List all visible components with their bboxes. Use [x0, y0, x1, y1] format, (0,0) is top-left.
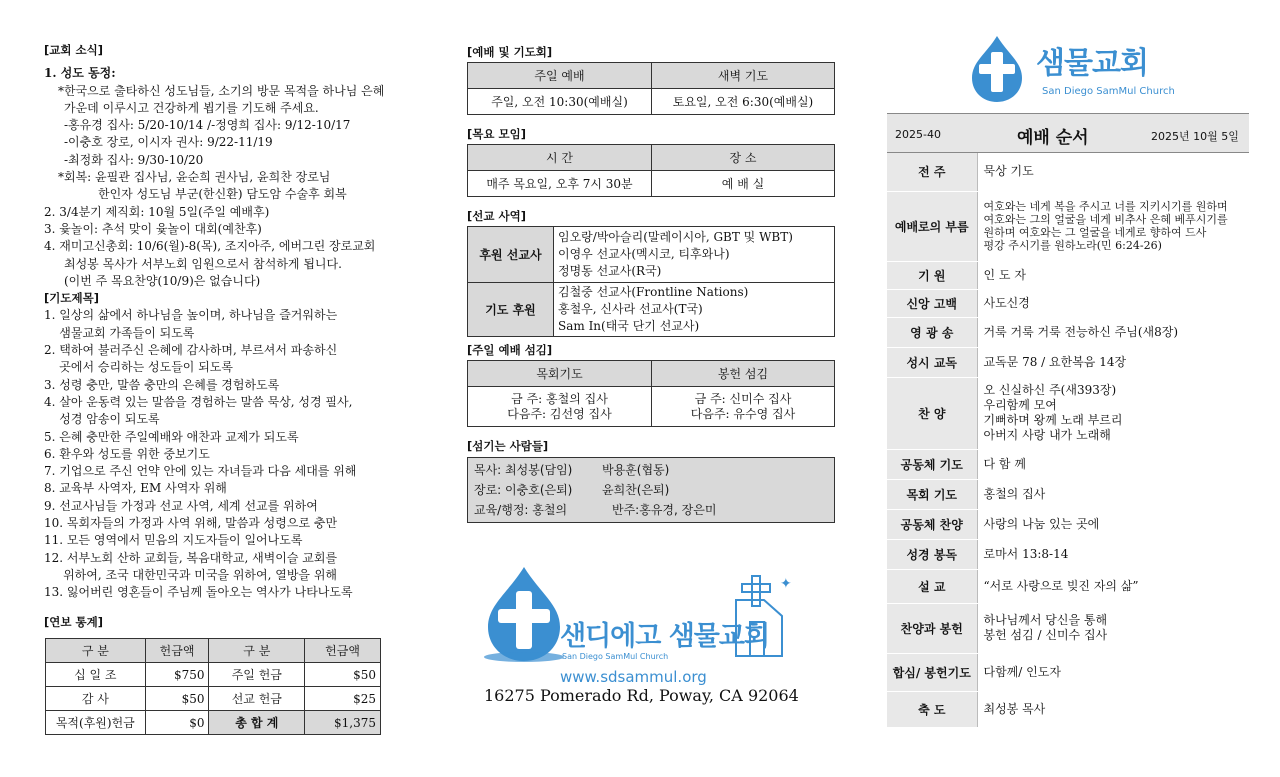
order-label: 목회 기도 — [887, 479, 977, 509]
stats-header: 구 분 — [209, 639, 305, 663]
left-column — [44, 42, 414, 602]
service-duty-table — [467, 360, 835, 427]
mission-label: 기도 후원 — [468, 283, 554, 337]
news-line: (이번 주 목요찬양(10/9)은 없습니다) — [64, 273, 261, 288]
duty-cell — [468, 387, 652, 427]
news-line: *한국으로 출타하신 성도님들, 소기의 방문 목적을 하나님 은혜 — [58, 83, 385, 98]
order-value: 로마서 13:8-14 — [977, 539, 1249, 569]
order-row — [887, 261, 1249, 289]
order-value: 다함께/ 인도자 — [977, 653, 1249, 691]
duty-header: 목회기도 — [468, 361, 652, 387]
servant-name: 반주:홍유경, 장은미 — [612, 503, 717, 517]
prayer-line: 8. 교육부 사역자, EM 사역자 위해 — [44, 481, 227, 496]
prayer-line: 7. 기업으로 주신 언약 안에 있는 자녀들과 다음 세대를 위해 — [44, 464, 357, 479]
thursday-header: 시 간 — [468, 145, 652, 171]
mission-item: 임오랑/박아슬리(말레이시아, GBT 및 WBT) — [558, 230, 793, 244]
thursday-table — [467, 144, 835, 197]
order-row — [887, 653, 1249, 691]
order-title: 예배 순서 — [1017, 128, 1089, 148]
worship-table — [467, 62, 835, 115]
worship-order-table — [887, 153, 1249, 728]
prayer-line: 13. 잃어버린 영혼들이 주님께 돌아오는 역사가 나타나도록 — [44, 585, 353, 600]
stats-cell: $0 — [145, 711, 209, 735]
stats-total-value: $1,375 — [305, 711, 381, 735]
order-row — [887, 569, 1249, 603]
prayer-line: 샘물교회 가족들이 되도록 — [44, 325, 195, 340]
prayer-line: 3. 성령 충만, 말씀 충만의 은혜를 경험하도록 — [44, 377, 280, 392]
order-row — [887, 479, 1249, 509]
order-label: 기 원 — [887, 261, 977, 289]
prayer-line: 9. 선교사님들 가정과 선교 사역, 세계 선교를 위하여 — [44, 498, 318, 513]
servants-row — [474, 480, 828, 500]
footer-logo-sub: San Diego SamMul Church — [562, 652, 669, 661]
stats-cell: $50 — [145, 687, 209, 711]
order-label: 찬양과 봉헌 — [887, 603, 977, 653]
order-label: 성시 교독 — [887, 347, 977, 377]
prayer-line: 6. 환우와 성도를 위한 중보기도 — [44, 446, 210, 461]
website-link[interactable]: www.sdsammul.org — [560, 668, 707, 686]
news-line: 한인자 성도님 부군(한신환) 담도암 수술후 회복 — [98, 187, 347, 202]
servant-name: 교육/행정: 홍철의 — [474, 503, 568, 517]
thursday-cell: 예 배 실 — [652, 171, 835, 197]
order-label: 공동체 기도 — [887, 449, 977, 479]
order-value: 인 도 자 — [977, 261, 1249, 289]
order-row — [887, 347, 1249, 377]
mission-items — [554, 283, 835, 337]
order-label: 공동체 찬양 — [887, 509, 977, 539]
servants-box — [467, 457, 835, 523]
stats-cell: $750 — [145, 663, 209, 687]
order-label: 성경 봉독 — [887, 539, 977, 569]
stats-header: 헌금액 — [145, 639, 209, 663]
news-line: -홍유경 집사: 5/20-10/14 /-정영희 집사: 9/12-10/17 — [64, 118, 351, 133]
header-logo-sub: San Diego SamMul Church — [1042, 86, 1175, 97]
duty-line: 다음주: 김선영 집사 — [507, 406, 612, 421]
order-row — [887, 603, 1249, 653]
servant-name: 윤희찬(은퇴) — [602, 483, 670, 497]
header-logo-text: 샘물교회 — [1036, 46, 1148, 81]
prayer-line: 5. 은혜 충만한 주일예배와 애찬과 교제가 되도록 — [44, 429, 299, 444]
servant-name: 박용훈(협동) — [602, 463, 670, 477]
mission-table — [467, 226, 835, 337]
stats-cell: 목적(후원)헌금 — [46, 711, 146, 735]
mission-item: 이영우 선교사(멕시코, 티후와나) — [558, 247, 730, 261]
mission-label: 후원 선교사 — [468, 227, 554, 283]
stats-cell: 십 일 조 — [46, 663, 146, 687]
mission-title: [선교 사역] — [467, 209, 526, 223]
mission-items — [554, 227, 835, 283]
servants-row — [474, 500, 828, 520]
stats-cell: 선교 헌금 — [209, 687, 305, 711]
order-row — [887, 509, 1249, 539]
prayer-line: 성경 암송이 되도록 — [44, 412, 160, 427]
duty-header: 봉헌 섬김 — [652, 361, 835, 387]
order-row — [887, 289, 1249, 317]
worship-title: [예배 및 기도회] — [467, 45, 553, 59]
stats-total-label: 총 합 계 — [209, 711, 305, 735]
worship-cell: 토요일, 오전 6:30(예배실) — [652, 89, 835, 115]
order-value: 오 신실하신 주(새393장) 우리함께 모여 기뻐하며 왕께 노래 부르리 아버지 사랑 내가 노래해 — [977, 377, 1249, 449]
news-line: 3. 윷놀이: 추석 맞이 윷놀이 대회(예찬후) — [44, 221, 262, 236]
news-line: 2. 3/4분기 제직회: 10월 5일(주일 예배후) — [44, 204, 270, 219]
order-label: 예배로의 부름 — [887, 191, 977, 261]
order-row — [887, 539, 1249, 569]
duty-cell — [652, 387, 835, 427]
order-value: 사랑의 나눔 있는 곳에 — [977, 509, 1249, 539]
news-line: 가운데 이루시고 건강하게 뵙기를 기도해 주세요. — [64, 100, 319, 115]
news-list — [44, 65, 414, 290]
order-value: 하나님께서 당신을 통해 봉헌 섬김 / 신미수 집사 — [977, 603, 1249, 653]
stats-header: 헌금액 — [305, 639, 381, 663]
servants-title: [섬기는 사람들] — [467, 439, 549, 453]
duty-line: 금 주: 홍철의 집사 — [511, 391, 608, 406]
footer-logo-text: 샌디에고 샘물교회 — [560, 621, 770, 652]
order-row — [887, 153, 1249, 191]
order-value: 최성봉 목사 — [977, 691, 1249, 727]
duty-line: 금 주: 신미수 집사 — [694, 391, 792, 406]
news-line: *회복: 윤필관 집사님, 윤순희 권사님, 윤희찬 장로님 — [58, 170, 331, 185]
worship-cell: 주일, 오전 10:30(예배실) — [468, 89, 652, 115]
prayer-line: 2. 택하여 불러주신 은혜에 감사하며, 부르셔서 파송하신 — [44, 343, 338, 358]
mission-item: 정명동 선교사(R국) — [558, 264, 662, 278]
order-label: 축 도 — [887, 691, 977, 727]
news-title: [교회 소식] — [44, 43, 103, 57]
order-row — [887, 317, 1249, 347]
mission-item: 김철중 선교사(Frontline Nations) — [558, 285, 749, 299]
stats-header: 구 분 — [46, 639, 146, 663]
thursday-cell: 매주 목요일, 오후 7시 30분 — [468, 171, 652, 197]
prayer-line: 곳에서 승리하는 성도들이 되도록 — [44, 360, 233, 375]
order-header — [887, 113, 1249, 153]
order-label: 전 주 — [887, 153, 977, 191]
service-duty-title: [주일 예배 섬김] — [467, 343, 553, 357]
stats-cell: 감 사 — [46, 687, 146, 711]
news-line: -이충호 장로, 이시자 권사: 9/22-11/19 — [64, 135, 273, 150]
worship-header: 새벽 기도 — [652, 63, 835, 89]
order-row — [887, 377, 1249, 449]
issue-number: 2025-40 — [895, 128, 941, 141]
order-label: 합심/ 봉헌기도 — [887, 653, 977, 691]
order-label: 신앙 고백 — [887, 289, 977, 317]
church-logo-icon — [478, 565, 570, 665]
offering-stats-table — [45, 638, 381, 735]
servant-name: 장로: 이충호(은퇴) — [474, 483, 573, 497]
church-address: 16275 Pomerado Rd, Poway, CA 92064 — [484, 686, 799, 705]
news-line: 최성봉 목사가 서부노회 임원으로서 참석하게 됩니다. — [64, 256, 342, 271]
order-row — [887, 449, 1249, 479]
news-line: 4. 재미고신총회: 10/6(월)-8(목), 조지아주, 에버그린 장로교회 — [44, 239, 376, 254]
order-value: 여호와는 네게 복을 주시고 너를 지키시기를 원하며 여호와는 그의 얼굴을 네게 비추사 은혜 베푸시기를 원하며 여호와는 그 얼굴을 네게로 향하여 드사 평강 주시기를 원하노라(민 6:24-26) — [977, 191, 1249, 261]
header-logo-icon — [966, 34, 1028, 104]
svg-text:✦: ✦ — [780, 576, 792, 592]
prayer-line: 12. 서부노회 산하 교회들, 복음대학교, 새벽이슬 교회를 — [44, 550, 338, 565]
order-label: 설 교 — [887, 569, 977, 603]
order-label: 찬 양 — [887, 377, 977, 449]
news-line: 1. 성도 동정: — [44, 66, 116, 81]
stats-cell: $25 — [305, 687, 381, 711]
order-value: 다 함 께 — [977, 449, 1249, 479]
stats-cell: $50 — [305, 663, 381, 687]
order-value: 교독문 78 / 요한복음 14장 — [977, 347, 1249, 377]
order-value: 거룩 거룩 거룩 전능하신 주님(새8장) — [977, 317, 1249, 347]
prayer-list — [44, 307, 414, 601]
order-value: 홍철의 집사 — [977, 479, 1249, 509]
thursday-header: 장 소 — [652, 145, 835, 171]
stats-title: [연보 통계] — [44, 615, 103, 629]
prayer-line: 1. 일상의 삶에서 하나님을 높이며, 하나님을 즐거워하는 — [44, 308, 338, 323]
order-value: 묵상 기도 — [977, 153, 1249, 191]
order-row — [887, 691, 1249, 727]
news-line: -최정화 집사: 9/30-10/20 — [64, 152, 204, 167]
stats-cell: 주일 헌금 — [209, 663, 305, 687]
prayer-line: 4. 살아 운동력 있는 말씀을 경험하는 말씀 묵상, 성경 필사, — [44, 394, 353, 409]
prayer-line: 위하여, 조국 대한민국과 미국을 위하여, 열방을 위해 — [44, 567, 338, 582]
worship-header: 주일 예배 — [468, 63, 652, 89]
servant-name: 목사: 최성봉(담임) — [474, 463, 573, 477]
order-date: 2025년 10월 5일 — [1151, 130, 1239, 143]
mission-item: Sam In(태국 단기 선교사) — [558, 319, 700, 333]
servants-row — [474, 460, 828, 480]
mission-item: 홍철우, 신사라 선교사(T국) — [558, 302, 703, 316]
thursday-title: [목요 모임] — [467, 127, 526, 141]
order-label: 영 광 송 — [887, 317, 977, 347]
order-row — [887, 191, 1249, 261]
prayer-line: 10. 목회자들의 가정과 사역 위해, 말씀과 성령으로 충만 — [44, 516, 338, 531]
prayer-line: 11. 모든 영역에서 믿음의 지도자들이 일어나도록 — [44, 533, 303, 548]
order-value: “서로 사랑으로 빚진 자의 삶” — [977, 569, 1249, 603]
prayer-title: [기도제목] — [44, 291, 99, 306]
order-value: 사도신경 — [977, 289, 1249, 317]
duty-line: 다음주: 유수영 집사 — [690, 406, 796, 421]
